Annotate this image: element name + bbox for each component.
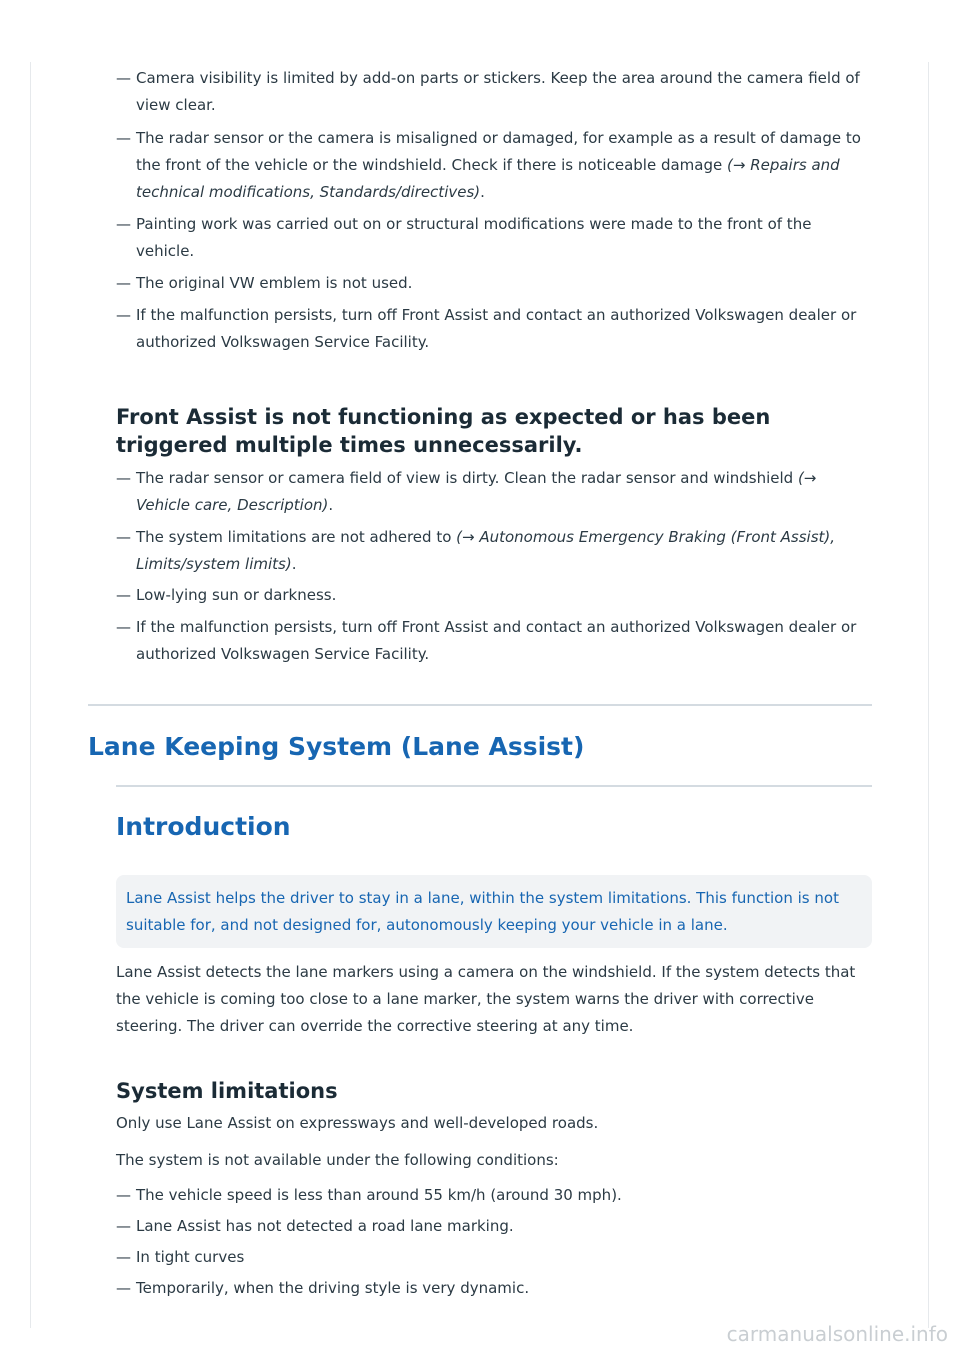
front-assist-heading: Front Assist is not functioning as expected or has been triggered multiple times unnecessarily. <box>116 405 771 457</box>
list-item-text: The radar sensor or the camera is misaligned or damaged, for example as a result of damage to the front of the vehicle or the windshield. Check if there is noticeable damage <box>136 129 861 174</box>
list-item-text: Temporarily, when the driving style is very dynamic. <box>136 1279 530 1297</box>
list-item: — The vehicle speed is less than around 55 km/h (around 30 mph). <box>116 1186 622 1204</box>
system-limitations-heading: System limitations <box>116 1079 338 1103</box>
conditions-paragraph: The system is not available under the following conditions: <box>116 1151 559 1169</box>
cross-reference-link[interactable]: (→ Vehicle care, Description) <box>136 469 817 514</box>
list-item: — If the malfunction persists, turn off Front Assist and contact an authorized Volkswagen dealer or authorized Volkswagen Service Facility. <box>116 618 857 663</box>
list-item: — Camera visibility is limited by add-on parts or stickers. Keep the area around the camera field of view clear. <box>116 69 860 114</box>
note-box <box>116 875 872 948</box>
list-item: — The radar sensor or the camera is misaligned or damaged, for example as a result of damage to the front of the vehicle or the windshield. Check if there is noticeable damage (→ Repairs and technical modifications, Standards/directives). <box>116 129 861 201</box>
list-item: — Painting work was carried out on or structural modifications were made to the front of the vehicle. <box>116 215 812 260</box>
cross-reference-link[interactable]: (→ Repairs and technical modifications, Standards/directives) <box>136 156 840 201</box>
list-item-text: Low-lying sun or darkness. <box>136 586 337 604</box>
left-margin-rule <box>30 62 31 1328</box>
limitations-paragraph: Only use Lane Assist on expressways and well-developed roads. <box>116 1114 599 1132</box>
list-item-text: The vehicle speed is less than around 55 km/h (around 30 mph). <box>136 1186 622 1204</box>
list-item-text: Camera visibility is limited by add-on parts or stickers. Keep the area around the camera field of view clear. <box>136 69 860 114</box>
subsection-divider <box>116 785 872 787</box>
list-item: — Temporarily, when the driving style is very dynamic. <box>116 1279 530 1297</box>
list-item: — In tight curves <box>116 1248 245 1266</box>
intro-paragraph: Lane Assist detects the lane markers using a camera on the windshield. If the system detects that the vehicle is coming too close to a lane marker, the system warns the driver with corrective steering. The driver can override the corrective steering at any time. <box>116 963 856 1035</box>
list-item: — The radar sensor or camera field of view is dirty. Clean the radar sensor and windshield (→ Vehicle care, Description). <box>116 469 817 514</box>
list-item: — The system limitations are not adhered to (→ Autonomous Emergency Braking (Front Assist), Limits/system limits). <box>116 528 836 573</box>
list-item-text: Lane Assist has not detected a road lane marking. <box>136 1217 514 1235</box>
watermark: carmanualsonline.info <box>726 1322 948 1346</box>
list-item-text: If the malfunction persists, turn off Front Assist and contact an authorized Volkswagen dealer or authorized Volkswagen Service Facility. <box>136 306 857 351</box>
list-item-text: The original VW emblem is not used. <box>136 274 413 292</box>
list-item-text: In tight curves <box>136 1248 245 1266</box>
list-item-text: Painting work was carried out on or structural modifications were made to the front of the vehicle. <box>136 215 812 260</box>
introduction-title: Introduction <box>116 812 291 841</box>
note-text: Lane Assist helps the driver to stay in a lane, within the system limitations. This function is not suitable for, and not designed for, autonomously keeping your vehicle in a lane. <box>126 889 839 934</box>
section-title: Lane Keeping System (Lane Assist) <box>88 732 585 761</box>
list-item-text: The radar sensor or camera field of view is dirty. Clean the radar sensor and windshield <box>136 469 798 487</box>
list-item: — Lane Assist has not detected a road lane marking. <box>116 1217 514 1235</box>
right-margin-rule <box>928 62 929 1328</box>
section-divider <box>88 704 872 706</box>
list-item-text: If the malfunction persists, turn off Front Assist and contact an authorized Volkswagen dealer or authorized Volkswagen Service Facility. <box>136 618 857 663</box>
list-item: — If the malfunction persists, turn off Front Assist and contact an authorized Volkswagen dealer or authorized Volkswagen Service Facility. <box>116 306 857 351</box>
list-item: — Low-lying sun or darkness. <box>116 586 337 604</box>
cross-reference-link[interactable]: (→ Autonomous Emergency Braking (Front Assist), Limits/system limits) <box>136 528 836 573</box>
list-item: — The original VW emblem is not used. <box>116 274 413 292</box>
list-item-text: The system limitations are not adhered to <box>136 528 457 546</box>
